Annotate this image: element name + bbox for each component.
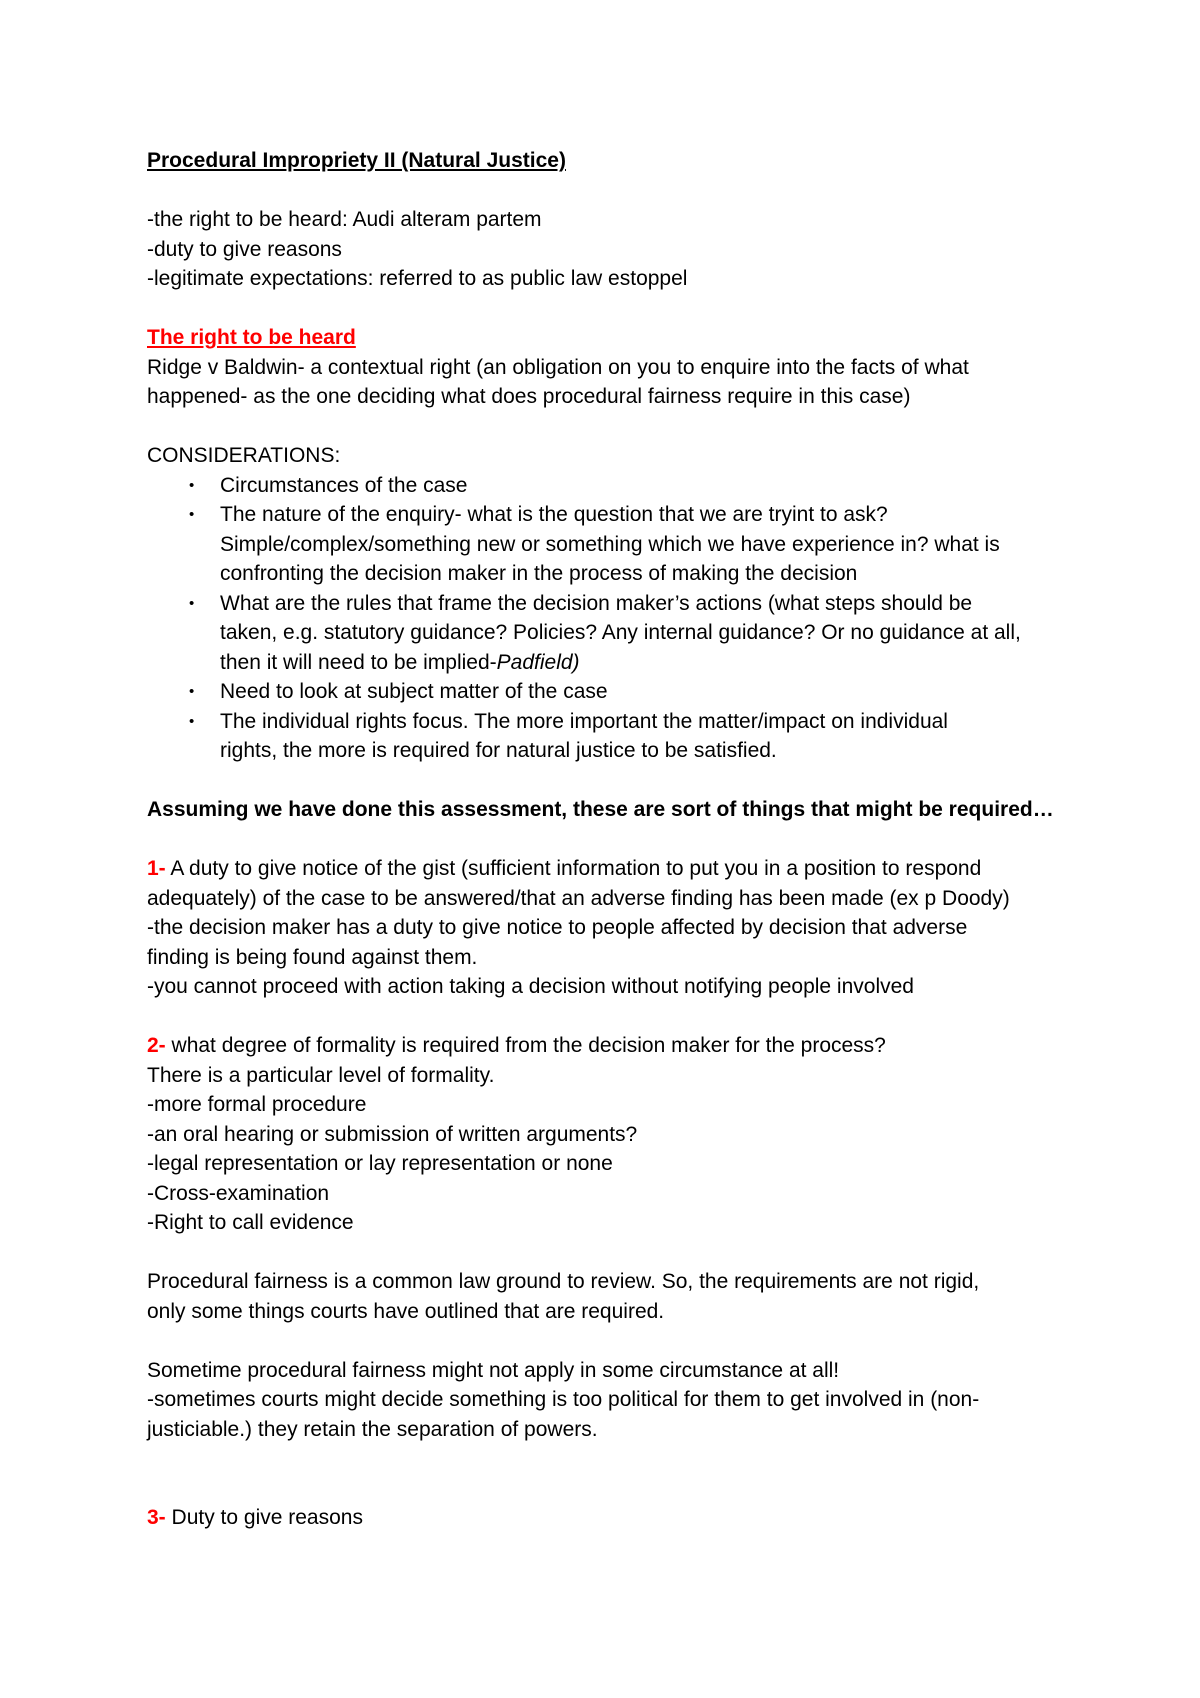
intro-line: -legitimate expectations: referred to as public law estoppel — [147, 267, 688, 290]
sometime-line: Sometime procedural fairness might not apply in some circumstance at all! — [147, 1358, 840, 1382]
bullet-icon: • — [189, 594, 195, 612]
case-citation: Padfield) — [496, 650, 580, 674]
point-1-line: 1- A duty to give notice of the gist (sufficient information to put you in a position to respond — [147, 857, 982, 880]
considerations-heading: CONSIDERATIONS: — [147, 444, 341, 467]
point-1-line: -you cannot proceed with action taking a decision without notifying people involved — [147, 975, 914, 998]
list-item: • The nature of the enquiry- what is the question that we are tryint to ask? Simple/complex/something new or something which we have experience in? what is confronting the decision maker in the process of making the decision — [147, 500, 1082, 589]
bullet-icon: • — [189, 683, 195, 700]
point-2-line: -legal representation or lay representation or none — [147, 1152, 613, 1175]
point-1-line: adequately) of the case to be answered/that an adverse finding has been made (ex p Doody) — [147, 886, 1010, 910]
document-page — [147, 146, 1082, 1533]
list-item: • Need to look at subject matter of the case — [147, 677, 1082, 707]
list-item: • Circumstances of the case — [147, 471, 1082, 501]
list-item: • What are the rules that frame the decision maker’s actions (what steps should be taken, e.g. statutory guidance? Policies? Any internal guidance? Or no guidance at all, then it will need to be implied-Padfield) — [147, 589, 1082, 678]
point-number: 2- — [147, 1034, 166, 1057]
considerations-list — [147, 471, 1082, 766]
sometime-line: -sometimes courts might decide something is too political for them to get involved in (non- — [147, 1388, 980, 1411]
point-1-line: finding is being found against them. — [147, 945, 478, 969]
point-number: 3- — [147, 1506, 166, 1529]
point-2-line: There is a particular level of formality. — [147, 1063, 495, 1087]
fairness-line: only some things courts have outlined that are required. — [147, 1299, 665, 1323]
section-heading-right-to-be-heard: The right to be heard — [147, 326, 356, 349]
point-3-line: 3- Duty to give reasons — [147, 1506, 363, 1529]
fairness-line: Procedural fairness is a common law ground to review. So, the requirements are not rigid, — [147, 1270, 980, 1293]
intro-line: -duty to give reasons — [147, 237, 342, 261]
bullet-icon: • — [189, 712, 195, 730]
list-item: • The individual rights focus. The more important the matter/impact on individual rights, the more is required for natural justice to be satisfied. — [147, 707, 1082, 766]
assuming-statement: Assuming we have done this assessment, these are sort of things that might be required… — [147, 798, 1054, 821]
point-1-line: -the decision maker has a duty to give notice to people affected by decision that adverse — [147, 916, 968, 939]
point-2-line: -Cross-examination — [147, 1181, 330, 1205]
intro-line: -the right to be heard: Audi alteram partem — [147, 208, 542, 231]
point-number: 1- — [147, 857, 166, 880]
page-title: Procedural Impropriety II (Natural Justice) — [147, 149, 566, 172]
point-2-line: 2- what degree of formality is required from the decision maker for the process? — [147, 1034, 886, 1057]
point-2-line: -an oral hearing or submission of written arguments? — [147, 1122, 638, 1146]
point-2-line: -Right to call evidence — [147, 1211, 354, 1234]
bullet-icon: • — [189, 506, 195, 523]
ridge-text-line: happened- as the one deciding what does procedural fairness require in this case) — [147, 385, 911, 408]
sometime-line: justiciable.) they retain the separation of powers. — [147, 1417, 598, 1441]
bullet-icon: • — [189, 476, 195, 494]
point-2-line: -more formal procedure — [147, 1093, 367, 1116]
ridge-text-line: Ridge v Baldwin- a contextual right (an obligation on you to enquire into the facts of what — [147, 355, 969, 379]
